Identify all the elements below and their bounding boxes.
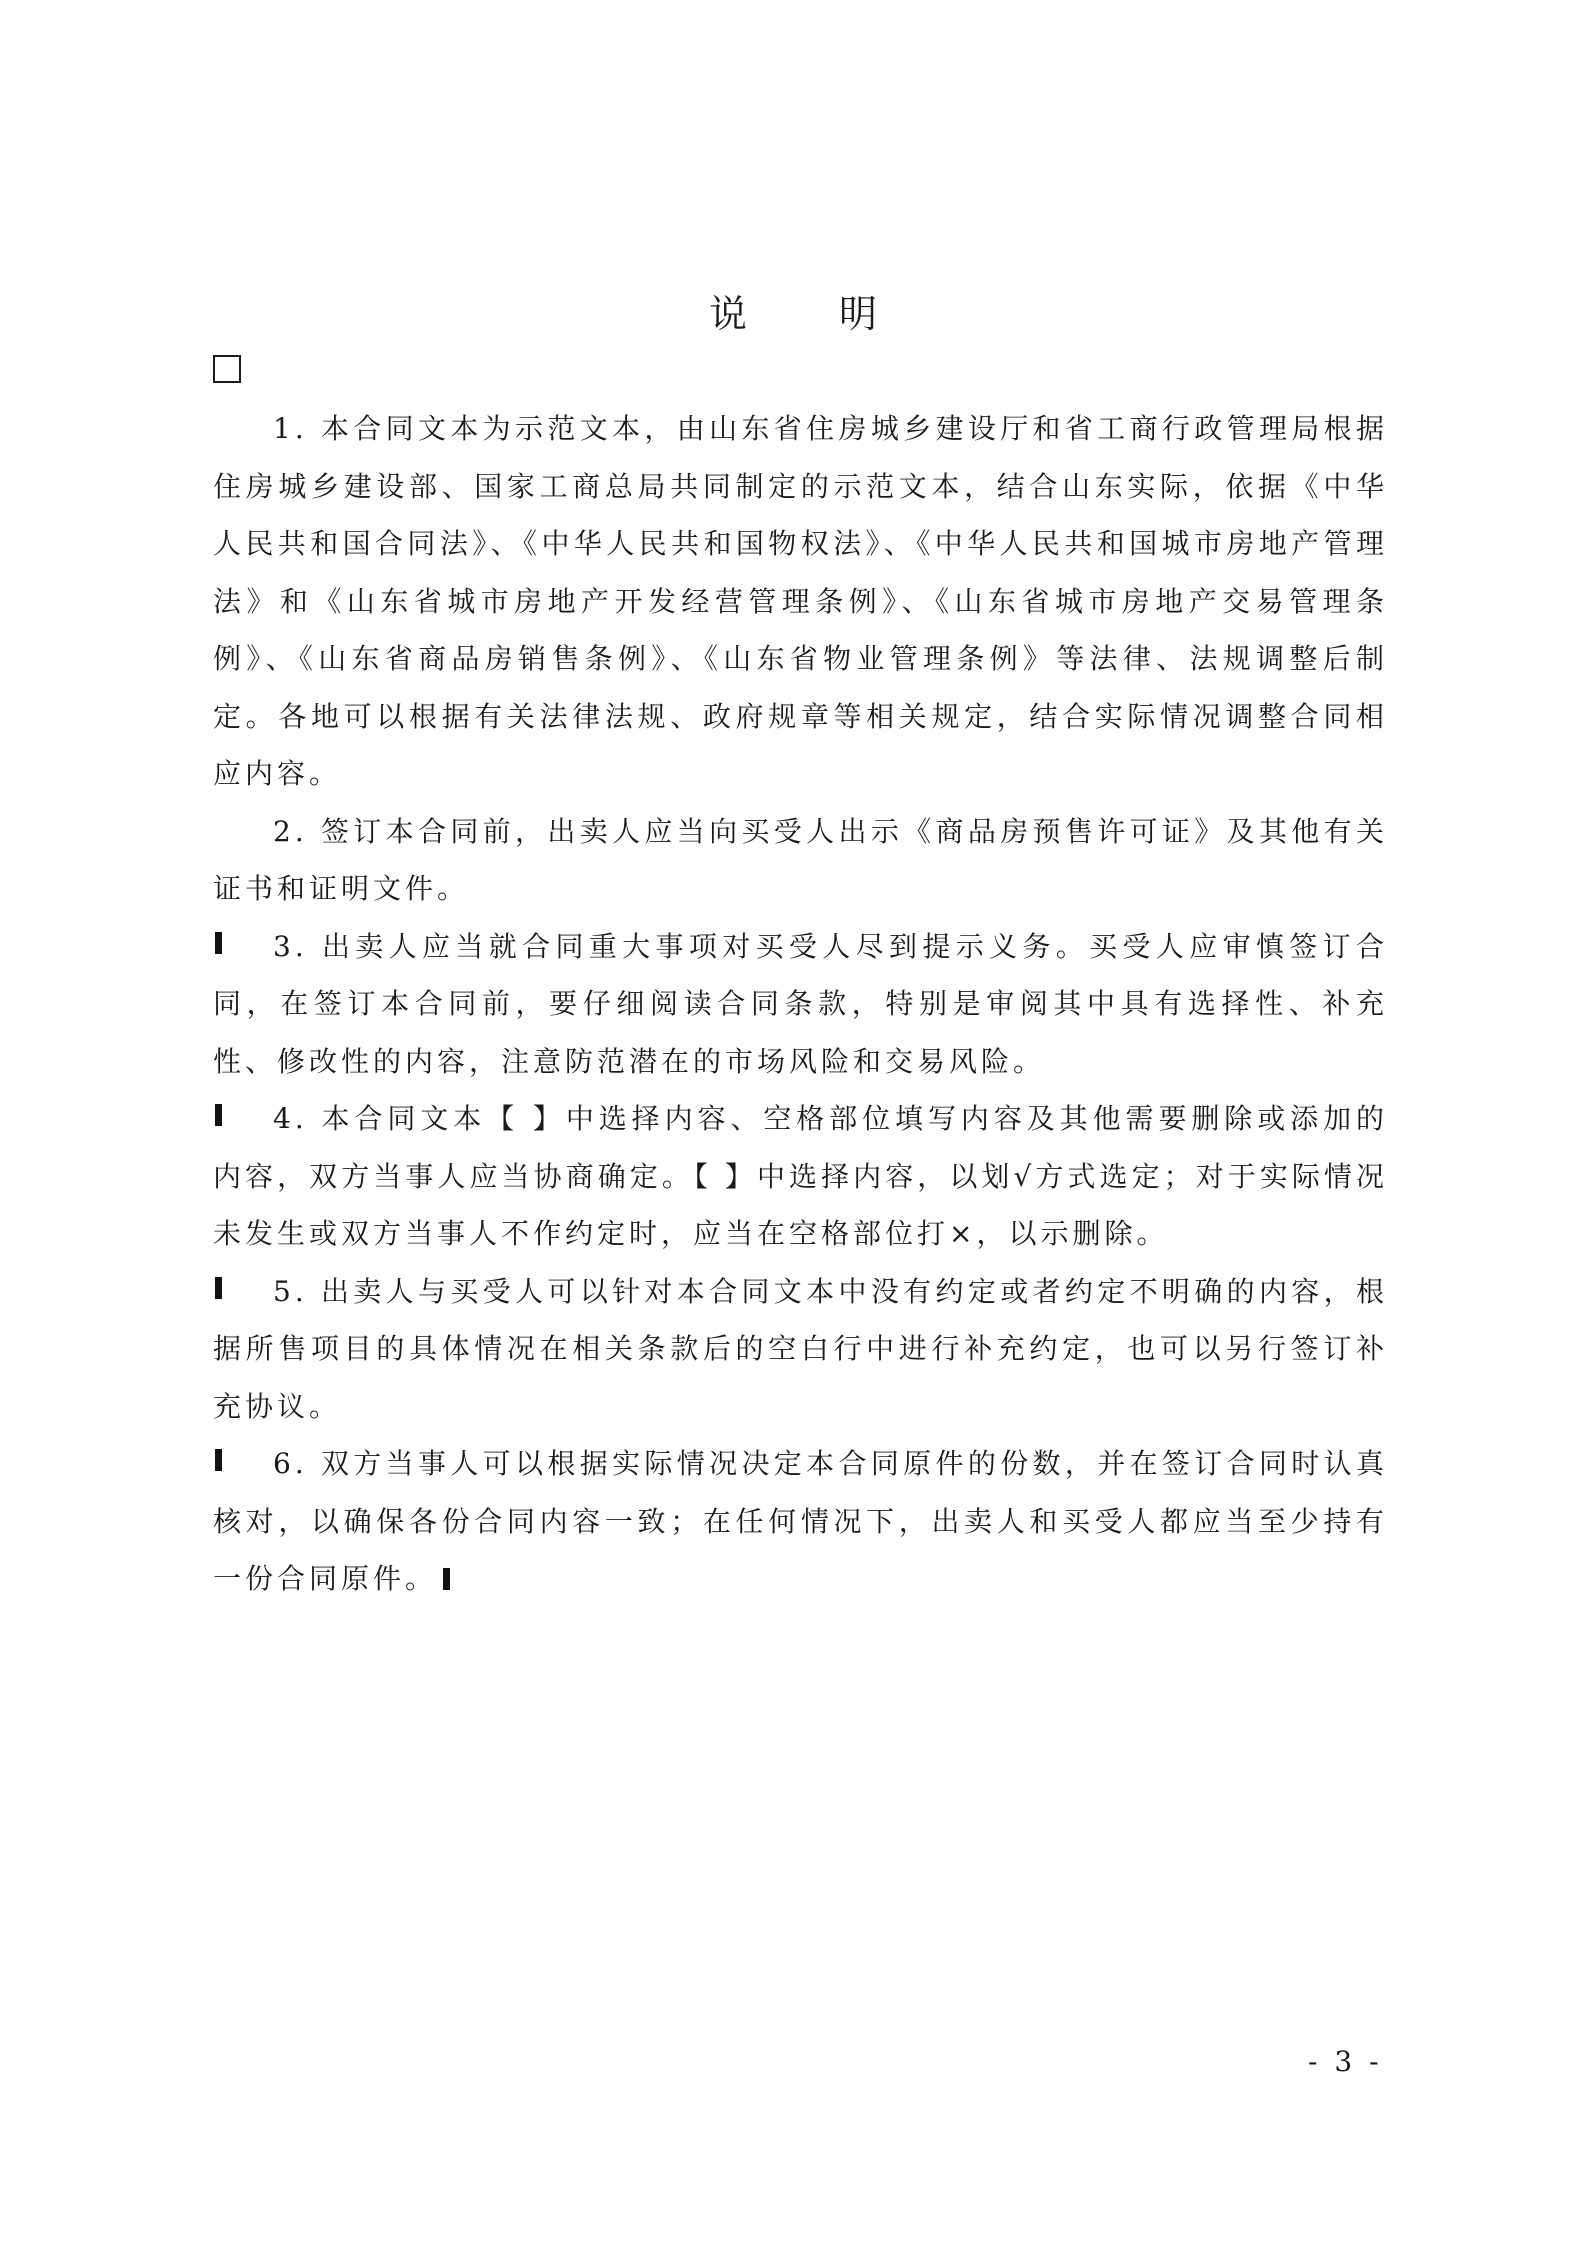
paragraph-4: 4. 本合同文本【 】中选择内容、空格部位填写内容及其他需要删除或添加的内容，双方当事人应当协商确定。【 】中选择内容，以划√方式选定；对于实际情况未发生或双方当事人不作约定时，应当在空格部位打×，以示删除。 <box>213 1102 1388 1250</box>
paragraph-2: 2. 签订本合同前，出卖人应当向买受人出示《商品房预售许可证》及其他有关证书和证明文件。 <box>213 814 1388 905</box>
paragraph-5-block <box>213 1263 1388 1436</box>
paragraph-3: 3. 出卖人应当就合同重大事项对买受人尽到提示义务。买受人应审慎签订合同，在签订本合同前，要仔细阅读合同条款，特别是审阅其中具有选择性、补充性、修改性的内容，注意防范潜在的市场风险和交易风险。 <box>213 929 1388 1078</box>
paragraph-3-block <box>213 918 1388 1091</box>
paragraph-4-block <box>213 1090 1388 1263</box>
end-marker <box>443 1568 450 1590</box>
paragraph-5: 5. 出卖人与买受人可以针对本合同文本中没有约定或者约定不明确的内容，根据所售项目的具体情况在相关条款后的空白行中进行补充约定，也可以另行签订补充协议。 <box>213 1274 1388 1423</box>
paragraph-6-text: 6. 双方当事人可以根据实际情况决定本合同原件的份数，并在签订合同时认真核对，以确保各份合同内容一致；在任何情况下，出卖人和买受人都应当至少持有一份合同原件。 <box>213 1447 1388 1595</box>
checkbox[interactable] <box>213 355 241 383</box>
paragraph-6 <box>213 1435 1388 1608</box>
page-title: 说 明 <box>708 292 918 336</box>
paragraph-1: 1. 本合同文本为示范文本，由山东省住房城乡建设厅和省工商行政管理局根据住房城乡建设部、国家工商总局共同制定的示范文本，结合山东实际，依据《中华人民共和国合同法》、《中华人民共和国物权法》、《中华人民共和国城市房地产管理法》和《山东省城市房地产开发经营管理条例》、《山东省城市房地产交易管理条例》、《山东省商品房销售条例》、《山东省物业管理条例》等法律、法规调整后制定。各地可以根据有关法律法规、政府规章等相关规定，结合实际情况调整合同相应内容。 <box>213 412 1388 790</box>
document-body <box>213 400 1388 1608</box>
paragraph-6-block <box>213 1435 1388 1608</box>
page-number: - 3 - <box>1308 2045 1383 2078</box>
